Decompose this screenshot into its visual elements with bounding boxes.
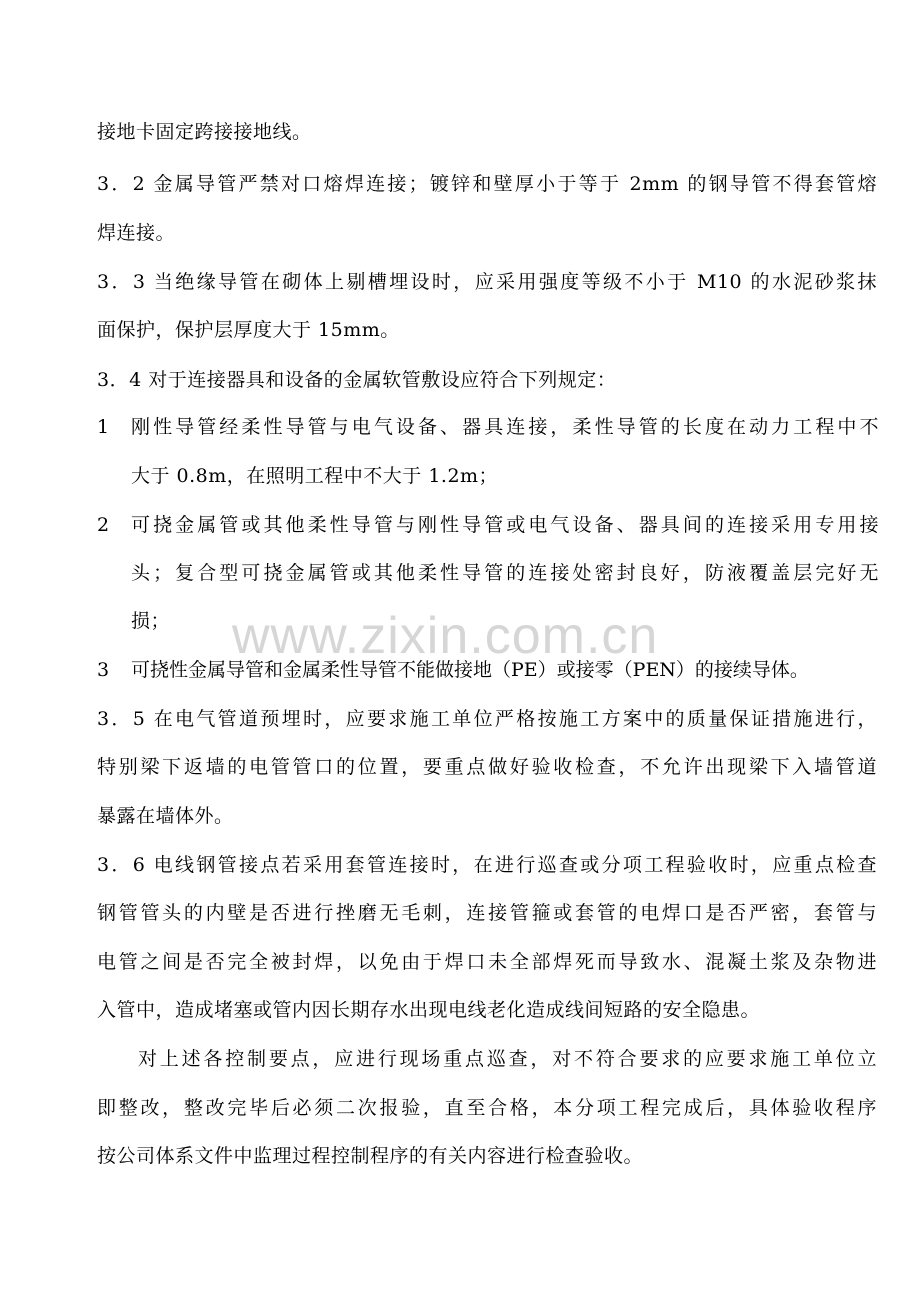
text-line: 3．5 在电气管道预埋时，应要求施工单位严格按施工方案中的质量保证措施进行， bbox=[97, 708, 877, 730]
text-line: 按公司体系文件中监理过程控制程序的有关内容进行检查验收。 bbox=[97, 1145, 644, 1167]
list-item-text: 损； bbox=[131, 610, 171, 632]
text-line: 3．4 对于连接器具和设备的金属软管敷设应符合下列规定： bbox=[97, 369, 617, 391]
text-line: 3．2 金属导管严禁对口熔焊连接；镀锌和壁厚小于等于 2mm 的钢导管不得套管熔 bbox=[97, 173, 877, 195]
list-item-number: 2 bbox=[97, 514, 110, 536]
text-line: 对上述各控制要点，应进行现场重点巡查，对不符合要求的应要求施工单位立 bbox=[138, 1048, 877, 1070]
list-item-number: 3 bbox=[97, 659, 110, 681]
list-item-text: 可挠金属管或其他柔性导管与刚性导管或电气设备、器具间的连接采用专用接 bbox=[131, 514, 879, 536]
list-item-text: 刚性导管经柔性导管与电气设备、器具连接，柔性导管的长度在动力工程中不 bbox=[131, 416, 879, 438]
text-line: 面保护，保护层厚度大于 15mm。 bbox=[97, 319, 400, 341]
text-line: 3．6 电线钢管接点若采用套管连接时，在进行巡查或分项工程验收时，应重点检查 bbox=[97, 854, 877, 876]
text-line: 入管中，造成堵塞或管内因长期存水出现电线老化造成线间短路的安全隐患。 bbox=[97, 999, 761, 1021]
list-item-number: 1 bbox=[97, 416, 110, 438]
text-line: 焊连接。 bbox=[97, 222, 176, 244]
watermark: www.zixin.com.cn bbox=[232, 607, 659, 665]
text-line: 暴露在墙体外。 bbox=[97, 805, 234, 827]
text-line: 特别梁下返墙的电管管口的位置，要重点做好验收检查，不允许出现梁下入墙管道 bbox=[97, 756, 877, 778]
text-line: 接地卡固定跨接接地线。 bbox=[97, 121, 312, 143]
text-line: 电管之间是否完全被封焊，以免由于焊口未全部焊死而导致水、混凝土浆及杂物进 bbox=[97, 951, 877, 973]
text-line: 钢管管头的内壁是否进行挫磨无毛刺，连接管箍或套管的电焊口是否严密，套管与 bbox=[97, 902, 877, 924]
text-line: 3．3 当绝缘导管在砌体上剔槽埋设时，应采用强度等级不小于 M10 的水泥砂浆抹 bbox=[97, 271, 877, 293]
list-item-text: 大于 0.8m，在照明工程中不大于 1.2m； bbox=[131, 465, 499, 487]
list-item-text: 可挠性金属导管和金属柔性导管不能做接地（PE）或接零（PEN）的接续导体。 bbox=[131, 659, 809, 681]
list-item-text: 头；复合型可挠金属管或其他柔性导管的连接处密封良好，防液覆盖层完好无 bbox=[131, 562, 879, 584]
text-line: 即整改，整改完毕后必须二次报验，直至合格，本分项工程完成后，具体验收程序 bbox=[97, 1097, 877, 1119]
